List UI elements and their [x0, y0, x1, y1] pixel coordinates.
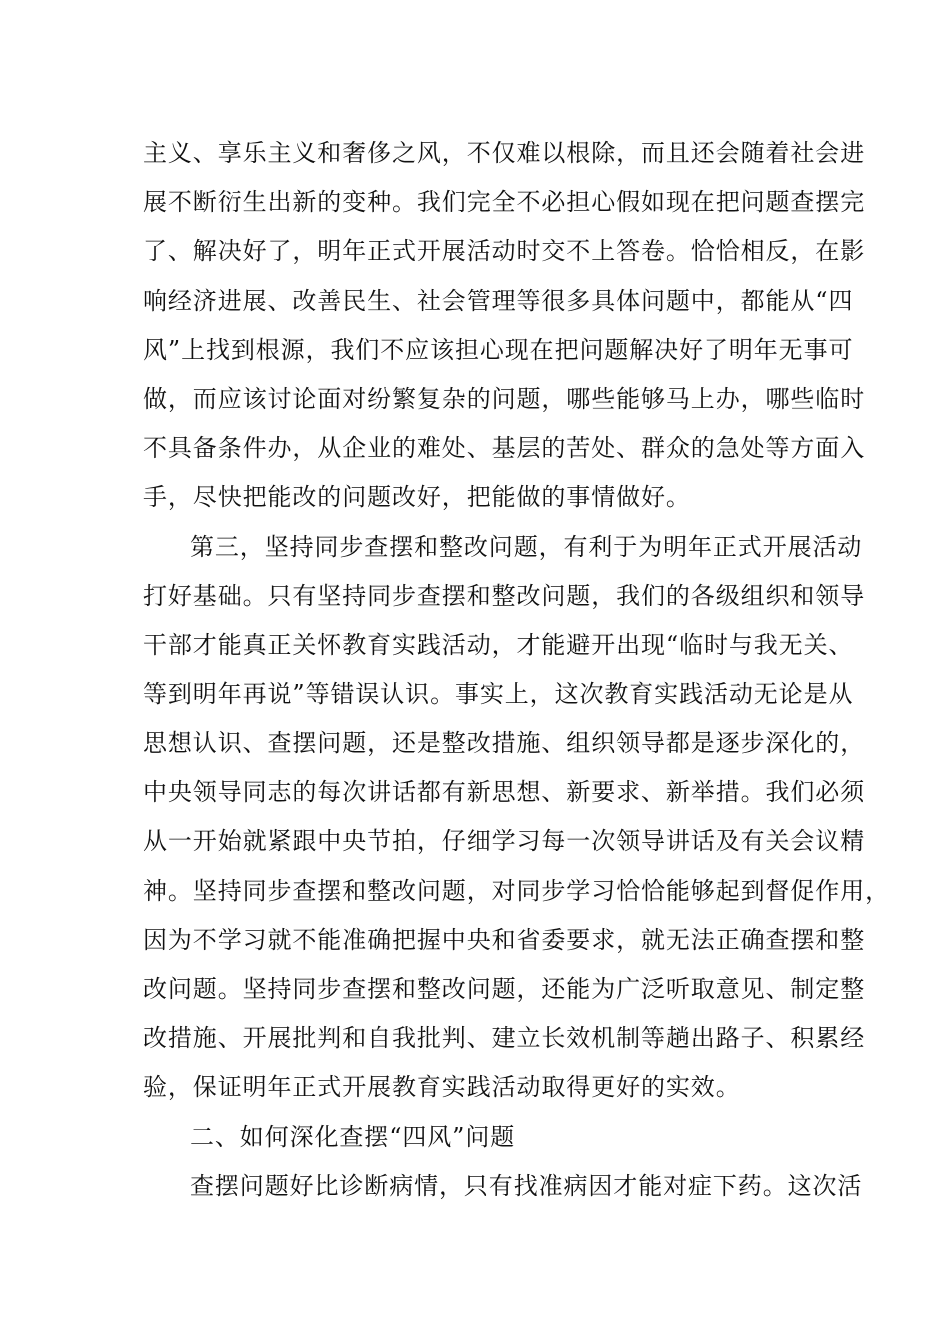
text-line: 改措施、开展批判和自我批判、建立长效机制等趟出路子、积累经 [143, 1024, 866, 1052]
text-line: 主义、享乐主义和奢侈之风，不仅难以根除，而且还会随着社会进 [143, 139, 866, 167]
section-heading: 二、如何深化查摆“四风”问题 [190, 1123, 516, 1151]
text-line: 中央领导同志的每次讲话都有新思想、新要求、新举措。我们必须 [143, 778, 866, 806]
text-line: 展不断衍生出新的变种。我们完全不必担心假如现在把问题查摆完 [143, 188, 866, 216]
text-line: 神。坚持同步查摆和整改问题，对同步学习恰恰能够起到督促作用， [143, 877, 890, 905]
text-line: 了、解决好了，明年正式开展活动时交不上答卷。恰恰相反，在影 [143, 237, 866, 265]
paragraph-first-line: 第三，坚持同步查摆和整改问题，有利于为明年正式开展活动 [190, 533, 863, 561]
text-line: 响经济进展、改善民生、社会管理等很多具体问题中，都能从“四 [143, 287, 854, 315]
paragraph-first-line: 查摆问题好比诊断病情，只有找准病因才能对症下药。这次活 [190, 1172, 863, 1200]
text-line: 做，而应该讨论面对纷繁复杂的问题，哪些能够马上办，哪些临时 [143, 385, 866, 413]
text-line: 改问题。坚持同步查摆和整改问题，还能为广泛听取意见、制定整 [143, 975, 866, 1003]
text-line: 验，保证明年正式开展教育实践活动取得更好的实效。 [143, 1073, 741, 1101]
text-line: 打好基础。只有坚持同步查摆和整改问题，我们的各级组织和领导 [143, 582, 866, 610]
text-line: 思想认识、查摆问题，还是整改措施、组织领导都是逐步深化的， [143, 729, 866, 757]
text-line: 等到明年再说”等错误认识。事实上，这次教育实践活动无论是从 [143, 680, 854, 708]
text-line: 因为不学习就不能准确把握中央和省委要求，就无法正确查摆和整 [143, 926, 866, 954]
text-line: 风”上找到根源，我们不应该担心现在把问题解决好了明年无事可 [143, 336, 854, 364]
text-line: 不具备条件办，从企业的难处、基层的苦处、群众的急处等方面入 [143, 434, 866, 462]
text-line: 从一开始就紧跟中央节拍，仔细学习每一次领导讲话及有关会议精 [143, 827, 866, 855]
text-line: 干部才能真正关怀教育实践活动，才能避开出现“临时与我无关、 [143, 631, 854, 659]
text-line: 手，尽快把能改的问题改好，把能做的事情做好。 [143, 483, 691, 511]
